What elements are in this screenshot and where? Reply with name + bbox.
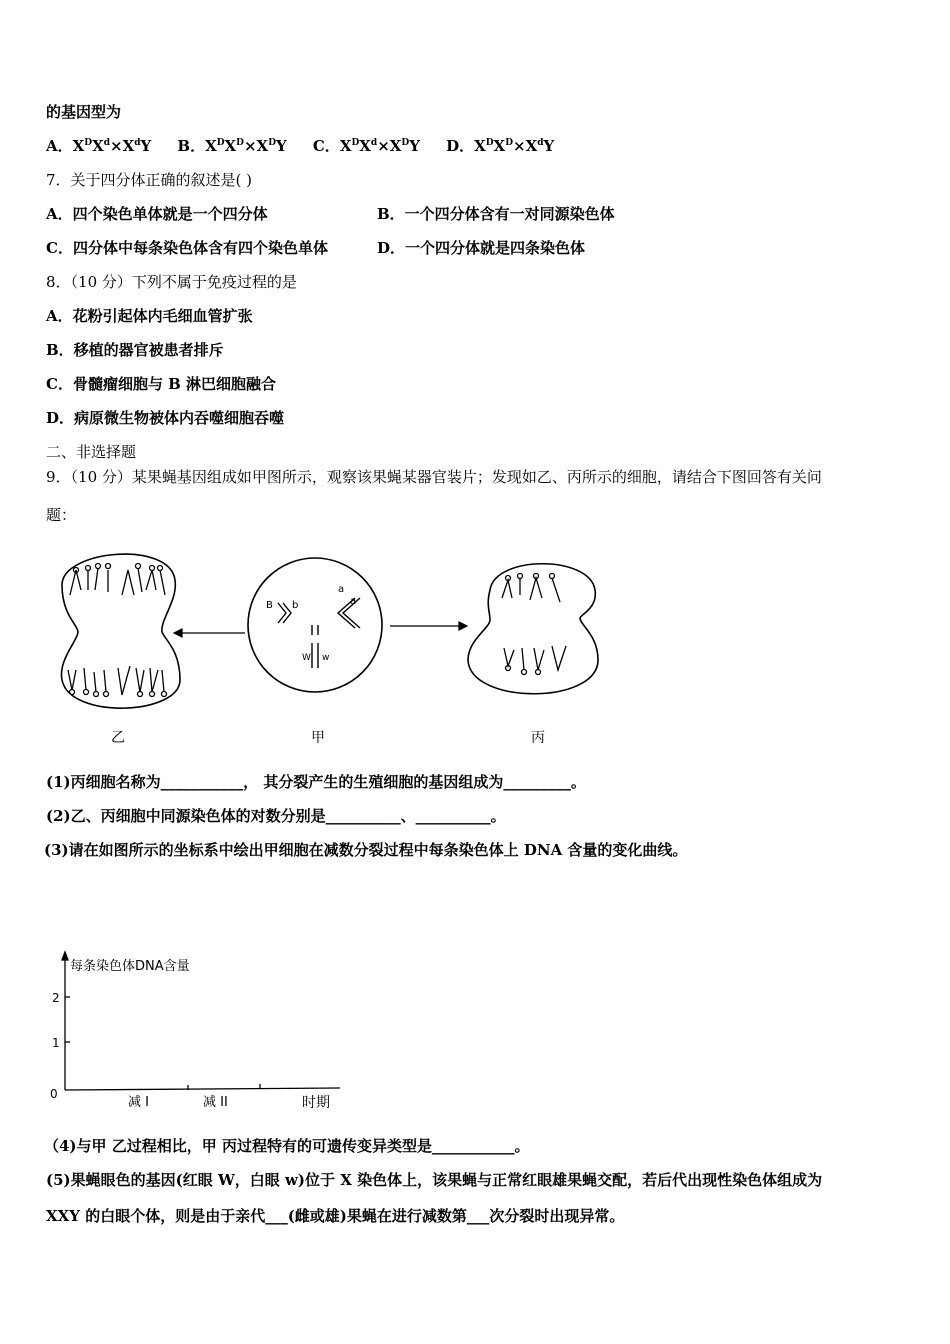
cell-yi xyxy=(61,554,180,708)
q6-option-b[interactable]: B．$X^DX^D\times X^DY$ xyxy=(177,137,287,155)
q9-sub5-line1: (5)果蝇眼色的基因(红眼 W，白眼 w)位于 X 染色体上，该果蝇与正常红眼雄果蝇交配，若后代出现性染色体组成为 xyxy=(46,1171,823,1189)
x-axis xyxy=(65,1088,340,1090)
q7-stem: 7．关于四分体正确的叙述是( ) xyxy=(46,171,253,189)
cell-jia-membrane xyxy=(248,558,382,692)
q9-sub4: （4)与甲 乙过程相比，甲 丙过程特有的可遗传变异类型是___________。 xyxy=(44,1137,530,1155)
q9-sub3: (3)请在如图所示的坐标系中绘出甲细胞在减数分裂过程中每条染色体上 DNA 含量的变化曲线。 xyxy=(44,841,688,859)
gene-label-a-lower: a xyxy=(350,596,357,607)
q6-option-c[interactable]: C．$X^DX^d\times X^DY$ xyxy=(312,137,420,155)
y-tick-label-1: 1 xyxy=(52,1036,60,1050)
arrow-jia-to-bing xyxy=(390,622,467,630)
cell-bing xyxy=(468,564,598,694)
gene-label-b: b xyxy=(292,600,299,611)
q6-stem-tail: 的基因型为 xyxy=(46,103,122,121)
q8-stem: 8．（10 分）下列不属于免疫过程的是 xyxy=(46,273,297,291)
q6-options xyxy=(46,136,554,156)
cell-division-figure xyxy=(50,540,610,750)
gene-label-W: W xyxy=(302,653,311,663)
gene-label-w: w xyxy=(322,653,330,663)
q8-option-b[interactable]: B．移植的器官被患者排斥 xyxy=(46,341,224,359)
x-tick-label-meiosis-1: 减 I xyxy=(128,1095,149,1110)
q7-option-c[interactable]: C．四分体中每条染色体含有四个染色单体 xyxy=(46,239,328,257)
caption-jia: 甲 xyxy=(311,730,325,746)
y-axis-label: 每条染色体DNA含量 xyxy=(70,959,190,974)
x-axis-label: 时期 xyxy=(302,1095,330,1111)
q9-stem-line1: 9．（10 分）某果蝇基因组成如甲图所示，观察该果蝇某器官装片；发现如乙、丙所示的细胞，请结合下图回答有关问 xyxy=(46,468,822,486)
y-axis-arrow xyxy=(62,952,68,960)
gene-label-B: B xyxy=(266,600,273,611)
q6-option-a[interactable]: A．$X^DX^d\times X^dY$ xyxy=(46,137,152,155)
q7-option-d[interactable]: D．一个四分体就是四条染色体 xyxy=(377,239,586,257)
arrow-jia-to-yi xyxy=(174,629,245,637)
q8-option-c[interactable]: C．骨髓瘤细胞与 B 淋巴细胞融合 xyxy=(46,375,277,393)
q6-option-d[interactable]: D．$X^DX^D\times X^dY$ xyxy=(446,137,555,155)
dna-content-axes[interactable] xyxy=(40,950,350,1115)
q9-stem-line2: 题： xyxy=(46,506,77,524)
q8-option-d[interactable]: D．病原微生物被体内吞噬细胞吞噬 xyxy=(46,409,285,427)
y-tick-label-0: 0 xyxy=(50,1087,58,1101)
cell-yi-chromosomes-bottom xyxy=(68,666,167,697)
gene-label-a-upper: a xyxy=(338,584,345,595)
x-tick-label-meiosis-2: 减 II xyxy=(203,1095,228,1110)
q7-option-b[interactable]: B．一个四分体含有一对同源染色体 xyxy=(377,205,615,223)
q9-sub5-line2: XXY 的白眼个体，则是由于亲代___(雌或雄)果蝇在进行减数第___次分裂时出现异常。 xyxy=(46,1207,625,1225)
cell-bing-membrane xyxy=(468,564,598,694)
caption-bing: 丙 xyxy=(531,730,545,746)
cell-jia xyxy=(248,558,382,692)
cell-yi-chromosomes-top xyxy=(70,564,165,596)
y-tick-label-2: 2 xyxy=(52,991,60,1005)
q9-sub2: (2)乙、丙细胞中同源染色体的对数分别是__________、__________。 xyxy=(46,807,506,825)
caption-yi: 乙 xyxy=(111,730,125,746)
q7-option-a[interactable]: A．四个染色单体就是一个四分体 xyxy=(46,205,268,223)
section-title-nonchoice: 二、非选择题 xyxy=(46,443,137,461)
q8-option-a[interactable]: A．花粉引起体内毛细血管扩张 xyxy=(46,307,253,325)
q9-sub1: (1)丙细胞名称为___________， 其分裂产生的生殖细胞的基因组成为_________。 xyxy=(46,773,586,791)
